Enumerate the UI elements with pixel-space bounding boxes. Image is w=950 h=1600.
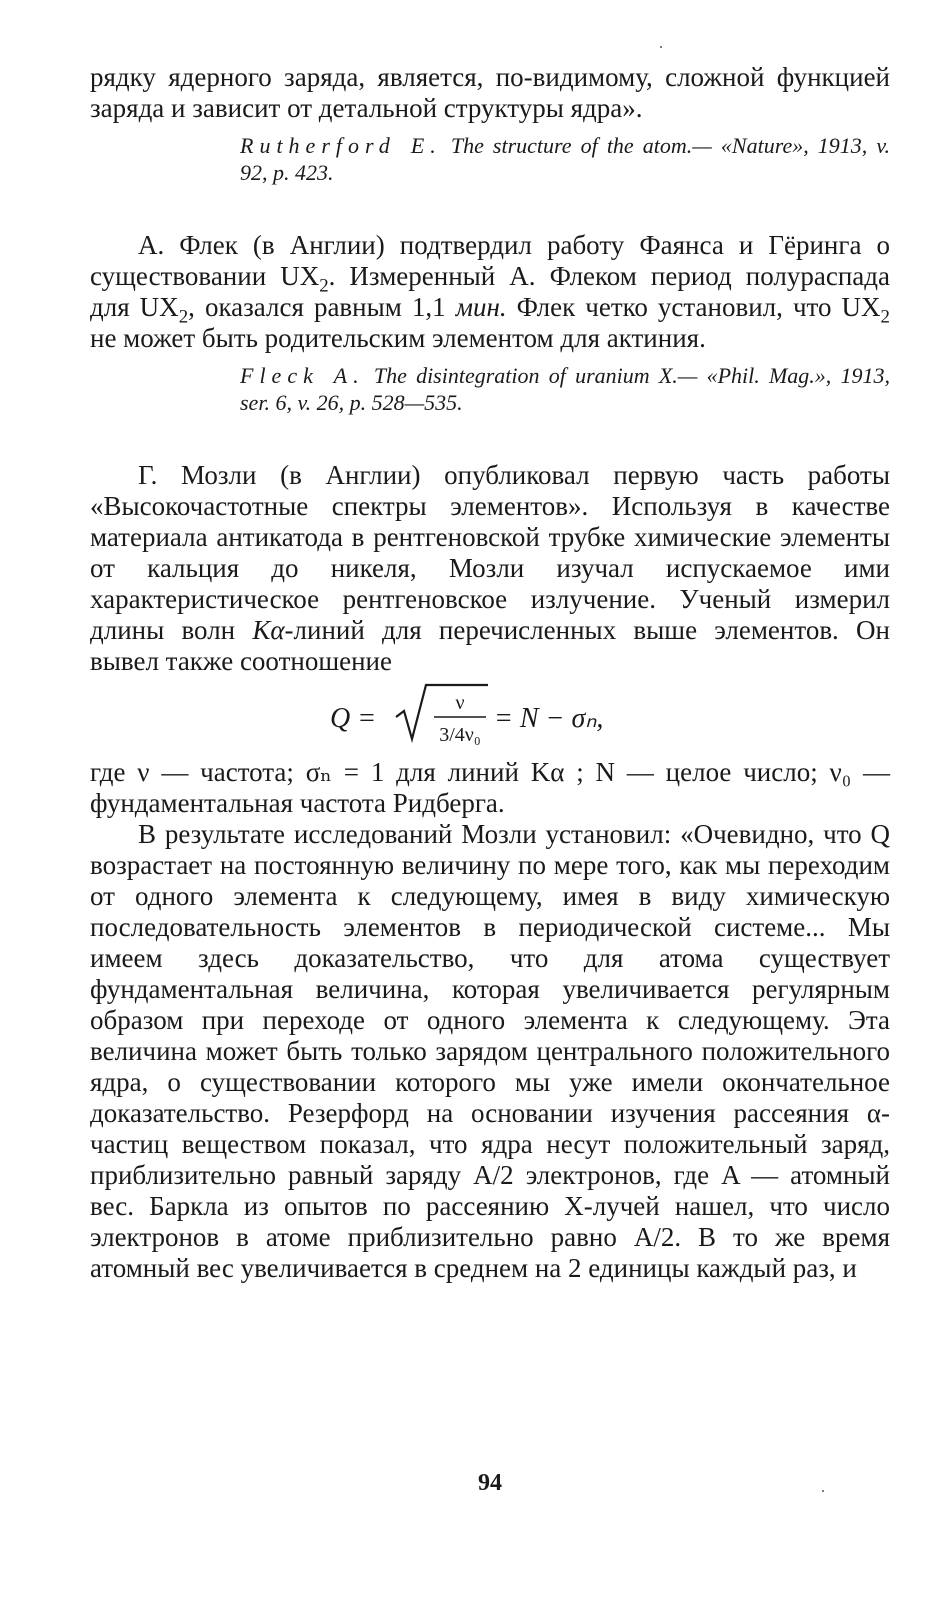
intro-paragraph: рядку ядерного заряда, является, по-видимому, сложной функцией заряда и зависит от детальной структуры ядра».: [90, 62, 890, 123]
moseley-formula: [90, 677, 890, 757]
citation-text: The disintegration of uranium X.— «Phil. Mag.», 1913, ser. 6, v. 26, p. 528—535.: [240, 363, 890, 415]
page-number: 94: [478, 1470, 502, 1496]
formula-graphic: [90, 677, 890, 757]
paragraph-result: В результате исследований Мозли установил: «Очевидно, что Q возрастает на постоянную величину по мере того, как мы переходим от одного элемента к следующему, имея в виду химическую последовательность элементов в периодической системе... Мы имеем здесь доказательство, что для атома существует фундаментальная величина, которая увеличивается регулярным образом при переходе от одного элемента к следующему. Эта величина может быть только зарядом центрального положительного ядра, о существовании которого мы уже имели окончательное доказательство. Резерфорд на основании изучения рассеяния α-частиц веществом показал, что ядра несут положительный заряд, приблизительно равный заряду A/2 электронов, где A — атомный вес. Баркла из опытов по рассеянию X-лучей нашел, что число электронов в атоме приблизительно равно A/2. В то же время атомный вес увеличивается в среднем на 2 единицы каждый раз, и: [90, 819, 890, 1283]
formula-lhs: Q =: [330, 703, 377, 734]
formula-explanation: где ν — частота; σₙ = 1 для линий Kα ; N — целое число; ν₀ — фундаментальная частота Ридберга.: [90, 757, 890, 818]
formula-numerator: ν: [455, 692, 465, 714]
formula-rhs: = N − σₙ,: [494, 703, 604, 734]
citation-author: Rutherford E.: [240, 133, 442, 158]
paragraph-moseley: Г. Мозли (в Англии) опубликовал первую часть работы «Высокочастотные спектры элементов». Используя в качестве материала антикатода в рентгеновской трубке химические элементы от кальция до никеля, Мозли изучал испускаемое ими характеристическое рентгеновское излучение. Ученый измерил длины волн Kα-линий для перечисленных выше элементов. Он вывел также соотношение: [90, 460, 890, 676]
citation-fleck: [240, 362, 890, 416]
formula-denominator: 3/4ν₀: [439, 724, 481, 746]
citation-author: Fleck A.: [240, 363, 365, 388]
page-body: [90, 62, 890, 1496]
citation-text: The structure of the atom.— «Nature», 1913, v. 92, p. 423.: [240, 133, 890, 185]
citation-rutherford: [240, 132, 890, 186]
paragraph-fleck: А. Флек (в Англии) подтвердил работу Фаянса и Гёринга о существовании $UX_2$. Измеренный А. Флеком период полураспада для $UX_2$, оказался равным 1,1 мин. Флек четко установил, что $UX_2$ не может быть родительским элементом для актиния.: [90, 230, 890, 353]
